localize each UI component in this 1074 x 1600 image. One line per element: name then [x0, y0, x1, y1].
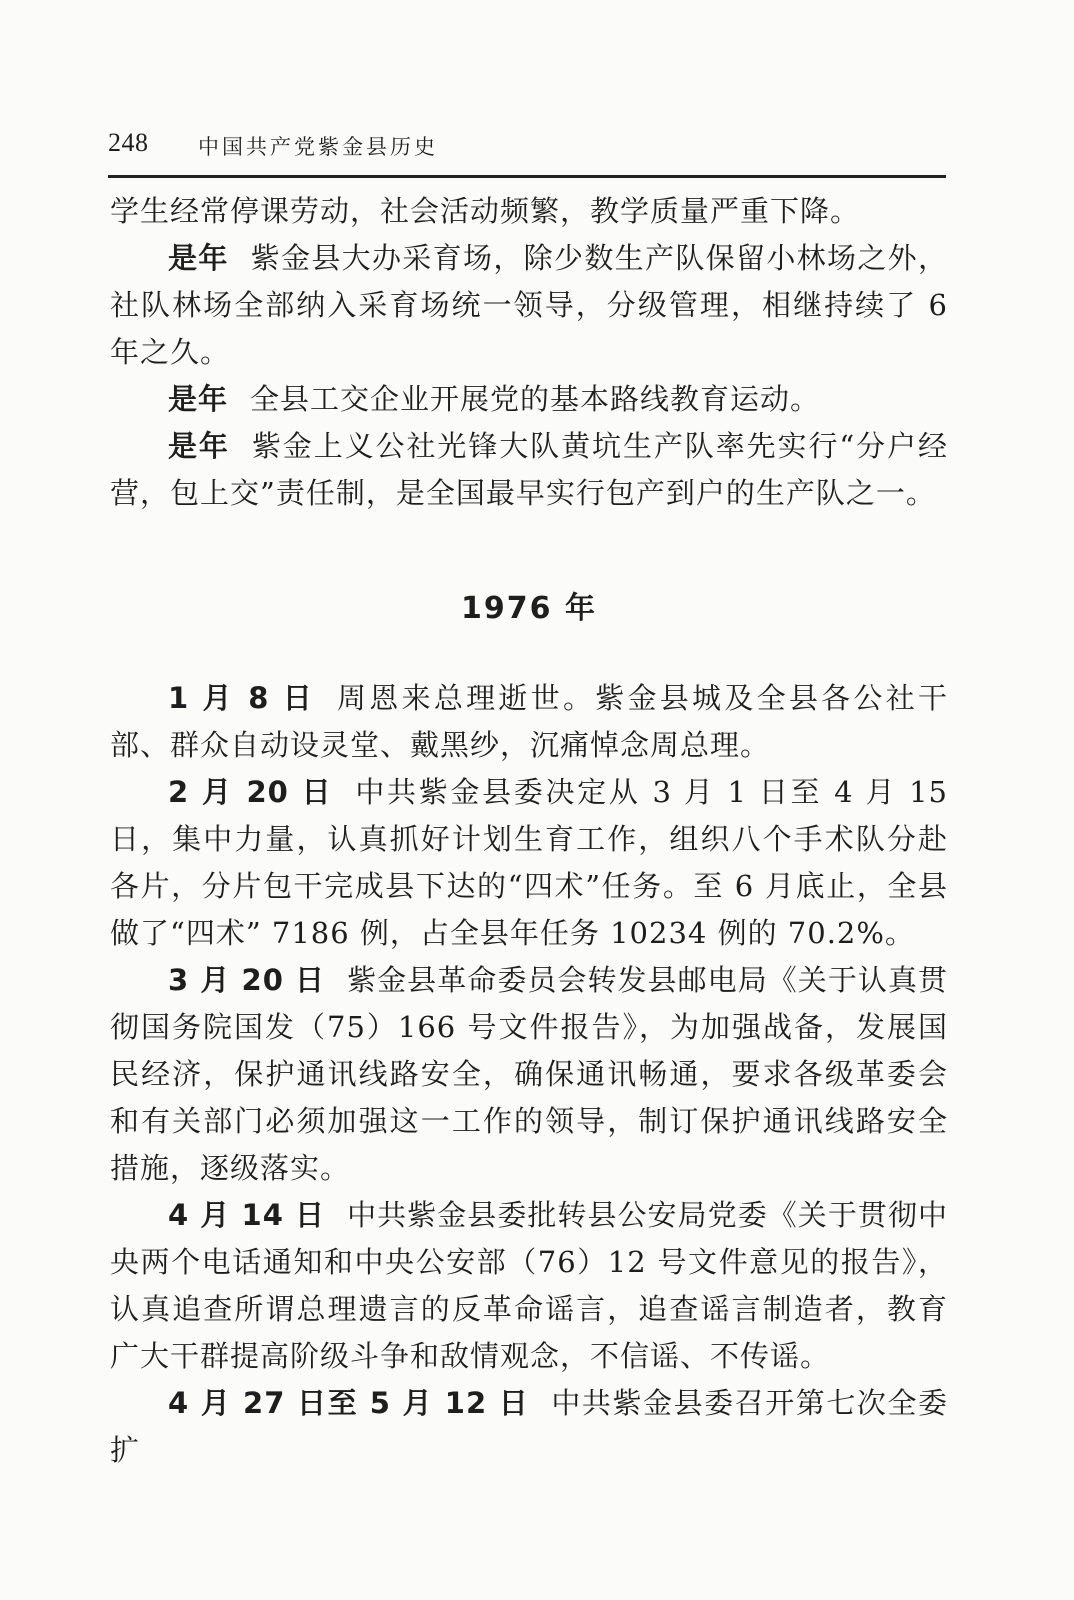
- entry-date: 是年: [168, 429, 230, 463]
- entry-text: 中共紫金县委召开第七次全委扩: [110, 1386, 948, 1467]
- entry-paragraph: [110, 235, 948, 376]
- page-header: [108, 128, 946, 168]
- entry-paragraph: [110, 957, 948, 1192]
- entry-date: 是年: [168, 241, 229, 275]
- entry-text: 全县工交企业开展党的基本路线教育运动。: [250, 382, 821, 416]
- year-heading: 1976 年: [461, 591, 597, 626]
- entry-date: 1 月 8 日: [168, 681, 316, 715]
- entry-text: 中共紫金县委批转县公安局党委《关于贯彻中央两个电话通知和中央公安部（76）12 号文件意见的报告》，认真追查所谓总理遗言的反革命谣言，追查谣言制造者，教育广大干群提高阶级斗争和敌情观念，不信谣、不传谣。: [110, 1198, 948, 1373]
- entry-paragraph: [110, 423, 948, 517]
- entry-paragraph: [110, 1380, 948, 1474]
- entry-text: 紫金上义公社光锋大队黄坑生产队率先实行“分户经营，包上交”责任制，是全国最早实行包产到户的生产队之一。: [110, 429, 948, 510]
- entry-paragraph: [110, 376, 948, 423]
- entry-date: 2 月 20 日: [168, 775, 334, 809]
- running-title: 中国共产党紫金县历史: [198, 135, 438, 159]
- entry-text: 周恩来总理逝世。紫金县城及全县各公社干部、群众自动设灵堂、戴黑纱，沉痛悼念周总理。: [110, 681, 948, 762]
- entry-date: 是年: [168, 382, 229, 416]
- entry-text: 中共紫金县委决定从 3 月 1 日至 4 月 15 日，集中力量，认真抓好计划生育工作，组织八个手术队分赴各片，分片包干完成县下达的“四术”任务。至 6 月底止，全县做了“四术” 7186 例，占全县年任务 10234 例的 70.2%。: [110, 775, 948, 950]
- page-number: 248: [108, 128, 149, 157]
- entry-paragraph: [110, 1192, 948, 1380]
- entry-text: 紫金县革命委员会转发县邮电局《关于认真贯彻国务院国发（75）166 号文件报告》，为加强战备，发展国民经济，保护通讯线路安全，确保通讯畅通，要求各级革委会和有关部门必须加强这一工作的领导，制订保护通讯线路安全措施，逐级落实。: [110, 963, 948, 1185]
- entry-paragraph: [110, 769, 948, 957]
- entry-text: 紫金县大办采育场，除少数生产队保留小林场之外，社队林场全部纳入采育场统一领导，分级管理，相继持续了 6 年之久。: [110, 241, 948, 369]
- page-body: [110, 188, 948, 1474]
- entry-date: 3 月 20 日: [168, 963, 326, 997]
- continuation-paragraph: 学生经常停课劳动，社会活动频繁，教学质量严重下降。: [110, 194, 861, 228]
- entry-date: 4 月 27 日至 5 月 12 日: [168, 1386, 530, 1420]
- entry-paragraph: [110, 675, 948, 769]
- entry-date: 4 月 14 日: [168, 1198, 326, 1232]
- header-rule: [108, 175, 946, 178]
